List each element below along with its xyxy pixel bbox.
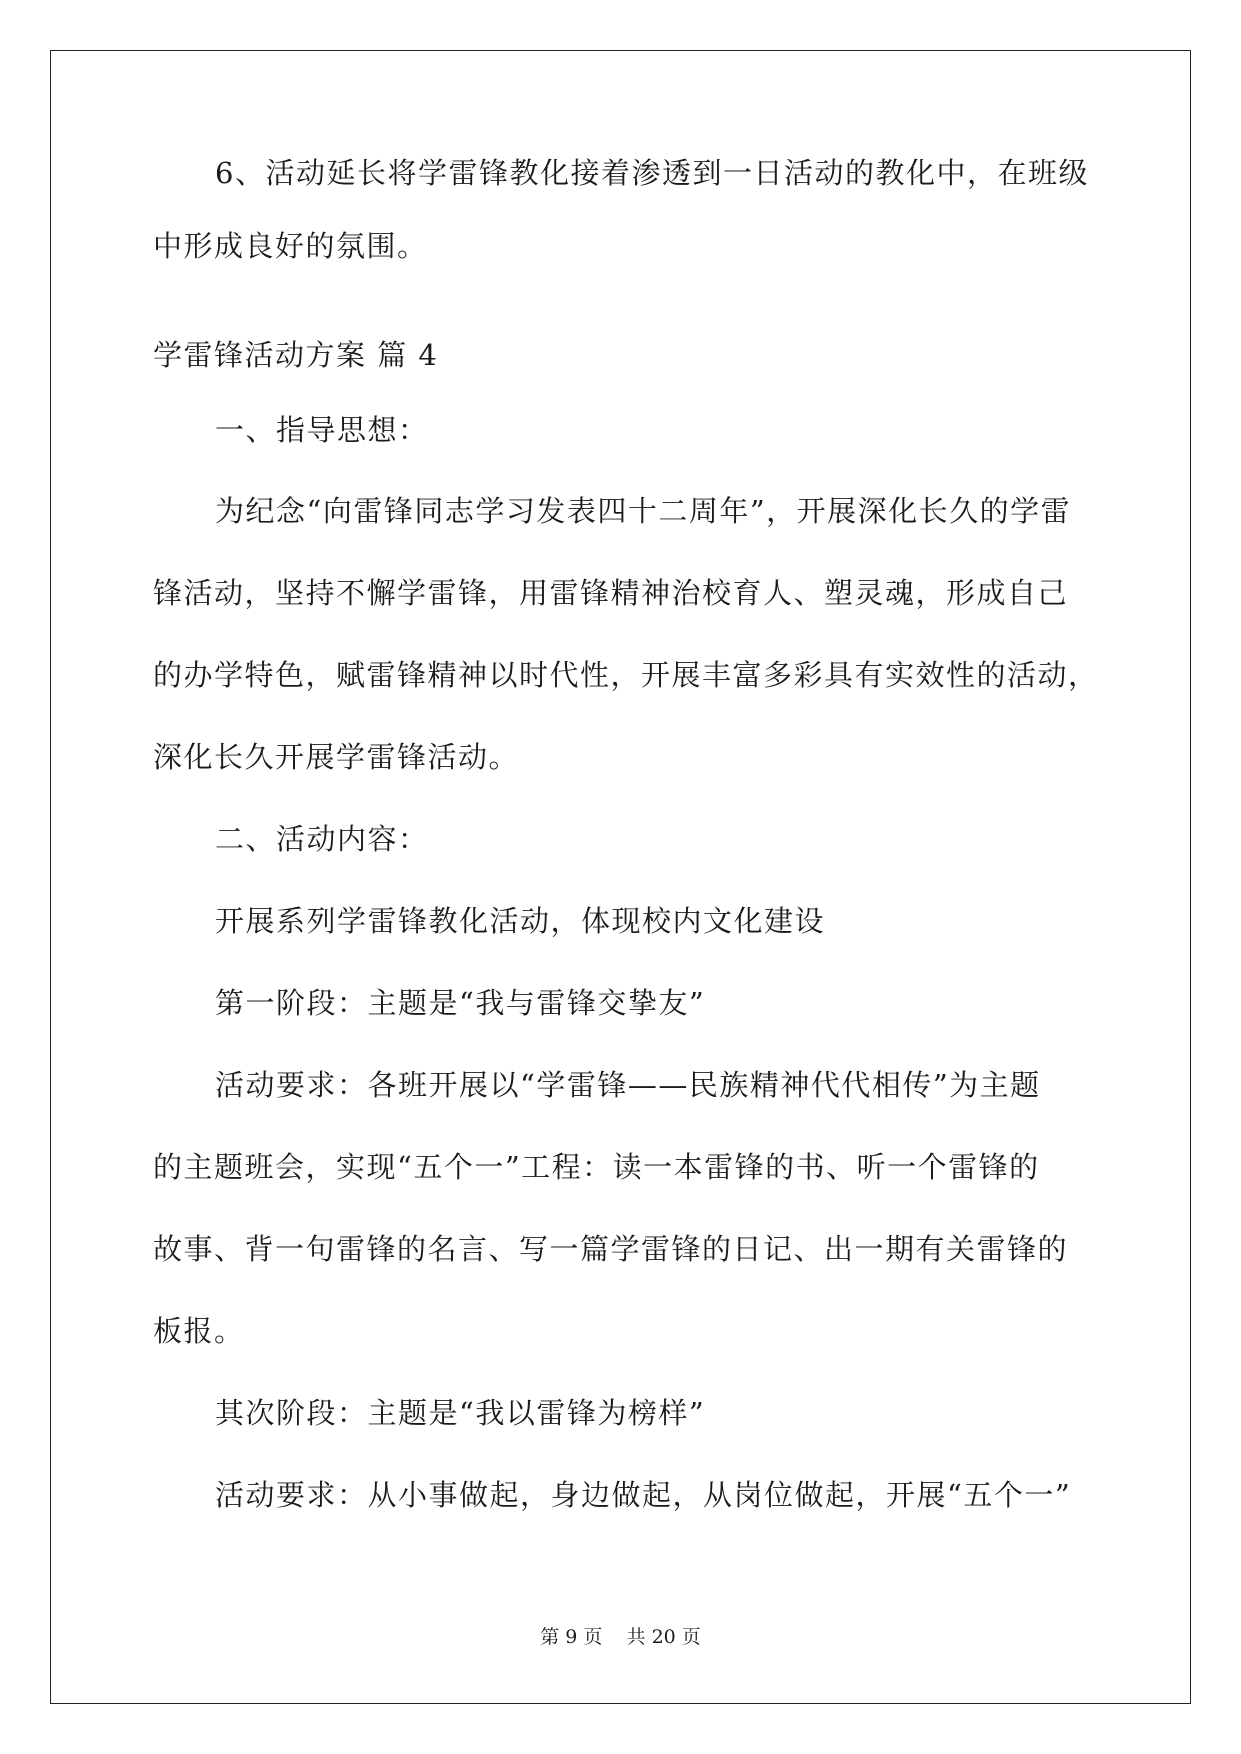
page-border [50, 50, 1191, 1704]
subheading: 二、活动内容： [215, 822, 429, 856]
paragraph-line: 的主题班会，实现“五个一”工程：读一本雷锋的书、听一个雷锋的 [153, 1150, 1040, 1184]
paragraph-line: 锋活动，坚持不懈学雷锋，用雷锋精神治校育人、塑灵魂，形成自己 [153, 576, 1069, 610]
paragraph-line: 的办学特色，赋雷锋精神以时代性，开展丰富多彩具有实效性的活动， [153, 658, 1099, 692]
paragraph-line: 板报。 [153, 1314, 245, 1348]
paragraph-line: 6、活动延长将学雷锋教化接着渗透到一日活动的教化中，在班级 [215, 156, 1089, 190]
paragraph-line: 故事、背一句雷锋的名言、写一篇学雷锋的日记、出一期有关雷锋的 [153, 1232, 1069, 1266]
paragraph-line: 活动要求：各班开展以“学雷锋——民族精神代代相传”为主题 [215, 1068, 1041, 1102]
paragraph-line: 其次阶段：主题是“我以雷锋为榜样” [215, 1396, 706, 1430]
paragraph-line: 深化长久开展学雷锋活动。 [153, 740, 520, 774]
paragraph-line: 为纪念“向雷锋同志学习发表四十二周年”，开展深化长久的学雷 [215, 494, 1072, 528]
paragraph-line: 中形成良好的氛围。 [153, 229, 428, 263]
section-heading: 学雷锋活动方案 篇 4 [153, 338, 439, 372]
subheading: 一、指导思想： [215, 413, 429, 447]
paragraph-line: 第一阶段：主题是“我与雷锋交挚友” [215, 986, 706, 1020]
paragraph-line: 开展系列学雷锋教化活动，体现校内文化建设 [215, 904, 826, 938]
paragraph-line: 活动要求：从小事做起，身边做起，从岗位做起，开展“五个一” [215, 1478, 1072, 1512]
page-number: 第 9 页 共 20 页 [540, 1626, 701, 1648]
